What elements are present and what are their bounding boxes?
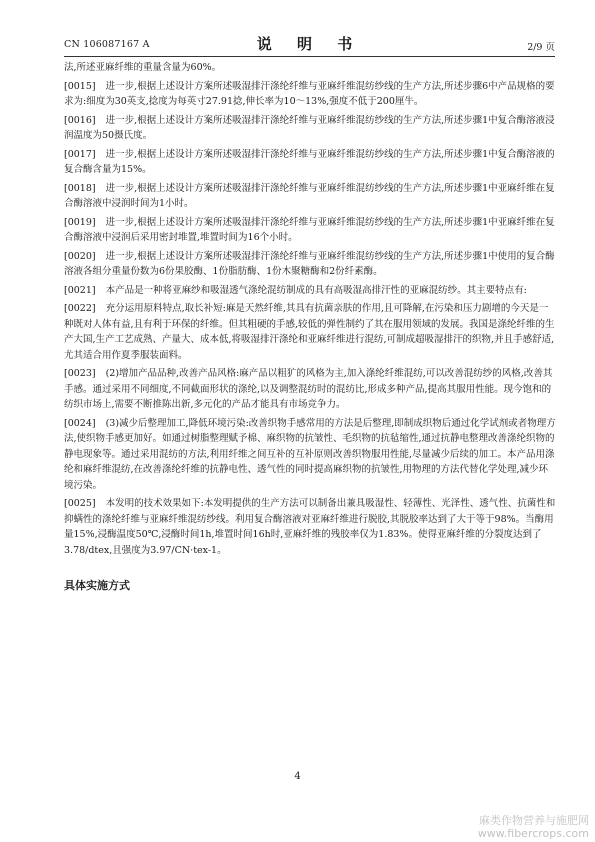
paragraph-number: [0023] bbox=[64, 368, 96, 379]
paragraph-0021 bbox=[64, 283, 556, 299]
paragraph-0016 bbox=[64, 113, 556, 144]
paragraph-0015 bbox=[64, 79, 556, 110]
paragraph-0019 bbox=[64, 215, 556, 246]
paragraph-text: (3)减少后整理加工,降低环境污染:改善织物手感常用的方法是后整理,即制成织物后通过化学试剂或者物理方法,使织物手感更加好。如通过树脂整理赋予棉、麻织物的抗皱性、毛织物的抗毡缩性,通过抗静电整理改善涤纶织物的静电现象等。通过采用混纺的方法,利用纤维之间互补的互补原则改善织物服用性能,尽量减少后续的加工。本产品用涤纶和麻纤维混纺,在改善涤纶纤维的抗静电性、透气性的同时提高麻织物的抗皱性,用物理的方法代替化学处理,减少环境污染。 bbox=[64, 417, 556, 491]
paragraph-0022 bbox=[64, 301, 556, 363]
paragraph-number: [0025] bbox=[64, 498, 96, 509]
paragraph-number: [0018] bbox=[64, 182, 96, 194]
paragraph-number: [0020] bbox=[64, 250, 96, 262]
paragraph-number: [0024] bbox=[64, 417, 96, 429]
paragraph-number: [0022] bbox=[64, 303, 96, 314]
paragraph-text: 本发明的技术效果如下:本发明提供的生产方法可以制备出兼具吸湿性、轻薄性、光泽性、透气性、抗菌性和抑螨性的涤纶纤维与亚麻纤维混纺纱线。利用复合酶溶液对亚麻纤维进行脱胶,其脱胶率达到了大于等于98%。当酶用量15%,浸酶温度50℃,浸酶时间1h,堆置时间16h时,亚麻纤维的残胶率仅为1.83%。使得亚麻纤维的分裂度达到了3.78/dtex,且强度为3.97/CN·tex-1。 bbox=[64, 498, 556, 556]
paragraph-0024 bbox=[64, 416, 556, 494]
watermark-name: 麻类作物营养与施肥网 bbox=[479, 814, 589, 827]
paragraph-number: [0019] bbox=[64, 216, 96, 228]
paragraph-text: 法,所述亚麻纤维的重量含量为60%。 bbox=[64, 62, 222, 73]
paragraph-0023 bbox=[64, 366, 556, 413]
watermark bbox=[478, 814, 589, 840]
paragraph-text: 进一步,根据上述设计方案所述吸湿排汗涤纶纤维与亚麻纤维混纺纱线的生产方法,所述步骤1中复合酶溶液浸润温度为50摄氏度。 bbox=[64, 114, 555, 141]
paragraph-number: [0016] bbox=[64, 114, 96, 126]
paragraph-text: (2)增加产品品种,改善产品风格:麻产品以粗犷的风格为主,加入涤纶纤维混纺,可以改善混纺纱的风格,改善其手感。通过采用不同细度,不同截面形状的涤纶,以及调整混纺时的混纺比,形成多种产品,提高其服用性能。现今饱和的纺织市场上,需要不断推陈出新,多元化的产品才能具有市场竞争力。 bbox=[64, 368, 553, 410]
watermark-url: www.fibercrops.com bbox=[477, 827, 589, 840]
paragraph-text: 进一步,根据上述设计方案所述吸湿排汗涤纶纤维与亚麻纤维混纺纱线的生产方法,所述步骤1中复合酶溶液的复合酶含量为15%。 bbox=[64, 148, 555, 175]
document-body bbox=[64, 60, 556, 594]
paragraph-text: 本产品是一种将亚麻纱和吸湿透气涤纶混纺制成的具有高吸湿高排汗性的亚麻混纺纱。其主要特点有: bbox=[105, 284, 527, 296]
paragraph-text: 进一步,根据上述设计方案所述吸湿排汗涤纶纤维与亚麻纤维混纺纱线的生产方法,所述步骤1中使用的复合酶溶液各组分重量份数为6份果胶酶、1份脂肪酶、1份木聚糖酶和2份纤素酶。 bbox=[64, 250, 555, 277]
page-number: 4 bbox=[294, 771, 301, 782]
paragraph-0025 bbox=[64, 496, 556, 558]
page-header bbox=[64, 33, 555, 53]
paragraph-text: 进一步,根据上述设计方案所述吸湿排汗涤纶纤维与亚麻纤维混纺纱线的生产方法,所述步骤1中亚麻纤维在复合酶溶液中浸润后采用密封堆置,堆置时间为16个小时。 bbox=[64, 216, 555, 243]
paragraph-0018 bbox=[64, 181, 556, 212]
paragraph-continued bbox=[64, 60, 556, 76]
paragraph-0020 bbox=[64, 249, 556, 280]
page-indicator: 2/9 页 bbox=[527, 42, 555, 53]
document-title: 说 明 书 bbox=[256, 35, 363, 53]
paragraph-number: [0015] bbox=[64, 80, 96, 92]
patent-number: CN 106087167 A bbox=[64, 39, 150, 50]
paragraph-number: [0017] bbox=[64, 148, 96, 160]
paragraph-0017 bbox=[64, 147, 556, 178]
paragraph-text: 进一步,根据上述设计方案所述吸湿排汗涤纶纤维与亚麻纤维混纺纱线的生产方法,所述步骤6中产品规格的要求为:细度为30英支,捻度为每英寸27.91捻,伸长率为10～13%,强度不低于200厘牛。 bbox=[64, 80, 555, 107]
section-heading: 具体实施方式 bbox=[64, 579, 130, 592]
paragraph-text: 进一步,根据上述设计方案所述吸湿排汗涤纶纤维与亚麻纤维混纺纱线的生产方法,所述步骤1中亚麻纤维在复合酶溶液中浸润时间为1小时。 bbox=[64, 182, 555, 209]
paragraph-text: 充分运用原料特点,取长补短:麻是天然纤维,其具有抗菌亲肤的作用,且可降解,在污染和压力剧增的今天是一种既对人体有益,且有利于环保的纤维。但其粗硬的手感,较低的弹性制约了其在服用领域的发展。我国是涤纶纤维的生产大国,生产工艺成熟、产量大、成本低,将吸湿排汗涤纶和亚麻纤维进行混纺,可制成超吸湿排汗的织物,并且手感舒适,尤其适合用作夏季服装面料。 bbox=[64, 303, 555, 361]
header-divider bbox=[64, 56, 555, 57]
paragraph-number: [0021] bbox=[64, 284, 96, 296]
